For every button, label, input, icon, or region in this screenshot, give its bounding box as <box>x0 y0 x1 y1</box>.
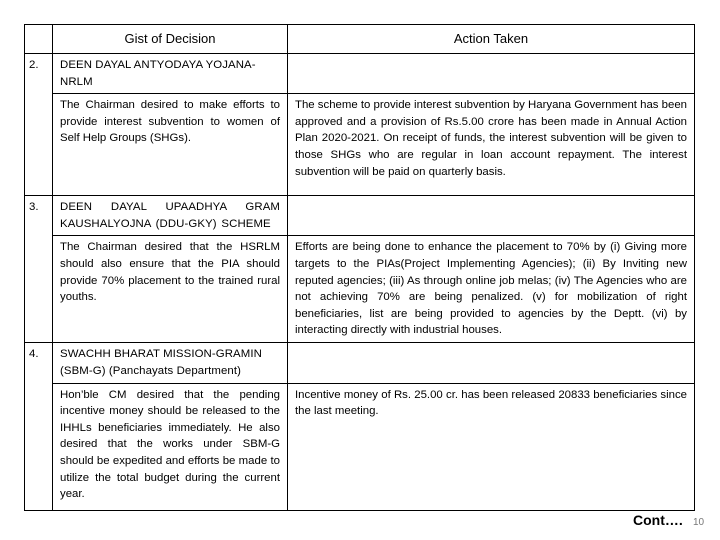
action-text: Incentive money of Rs. 25.00 cr. has been released 20833 beneficiaries since the last meeting. <box>288 383 695 510</box>
header-row <box>25 25 695 54</box>
blank-cell <box>288 196 695 236</box>
table-row <box>25 236 695 343</box>
decision-text: The Chairman desired to make efforts to provide interest subvention to women of Self Help Groups (SHGs). <box>53 94 288 196</box>
row-number: 2. <box>25 54 53 196</box>
page-number: 10 <box>693 517 705 528</box>
scheme-title: DEEN DAYAL ANTYODAYA YOJANA-NRLM <box>53 54 288 94</box>
scheme-title: DEEN DAYAL UPAADHYA GRAM KAUSHALYOJNA (DDU-GKY) SCHEME <box>53 196 288 236</box>
decision-text: Hon’ble CM desired that the pending incentive money should be released to the IHHLs beneficiaries immediately. He also desired that the works under SBM-G should be expedited and efforts be made to utilize the total budget during the current year. <box>53 383 288 510</box>
scheme-title: SWACHH BHARAT MISSION-GRAMIN (SBM-G) (Panchayats Department) <box>53 343 288 383</box>
table-row <box>25 94 695 196</box>
decision-text: The Chairman desired that the HSRLM should also ensure that the PIA should provide 70% placement to the trained rural youths. <box>53 236 288 343</box>
decision-table <box>24 24 695 511</box>
row-number: 4. <box>25 343 53 510</box>
continued-label: Cont…. <box>633 512 683 528</box>
table-row <box>25 54 695 94</box>
header-number <box>25 25 53 54</box>
table-row <box>25 196 695 236</box>
blank-cell <box>288 343 695 383</box>
header-gist-of-decision: Gist of Decision <box>53 25 288 54</box>
action-text: Efforts are being done to enhance the placement to 70% by (i) Giving more targets to the PIAs(Project Implementing Agencies); (ii) By Inviting new reputed agencies; (iii) As through online job melas; (iv) The Agencies who are not achieving 70% are being penalized. (v) for mobilization of right beneficiaries, list are being provided to agencies by the Deptt. (vi) by interacting directly with industrial houses. <box>288 236 695 343</box>
header-action-taken: Action Taken <box>288 25 695 54</box>
table-row <box>25 343 695 383</box>
action-text: The scheme to provide interest subvention by Haryana Government has been approved and a provision of Rs.5.00 crore has been made in Annual Action Plan 2020-2021. On receipt of funds, the interest subvention will be given to those SHGs who are regular in loan account repayment. The interest subvention will be paid on quarterly basis. <box>288 94 695 196</box>
row-number: 3. <box>25 196 53 343</box>
table-row <box>25 383 695 510</box>
blank-cell <box>288 54 695 94</box>
